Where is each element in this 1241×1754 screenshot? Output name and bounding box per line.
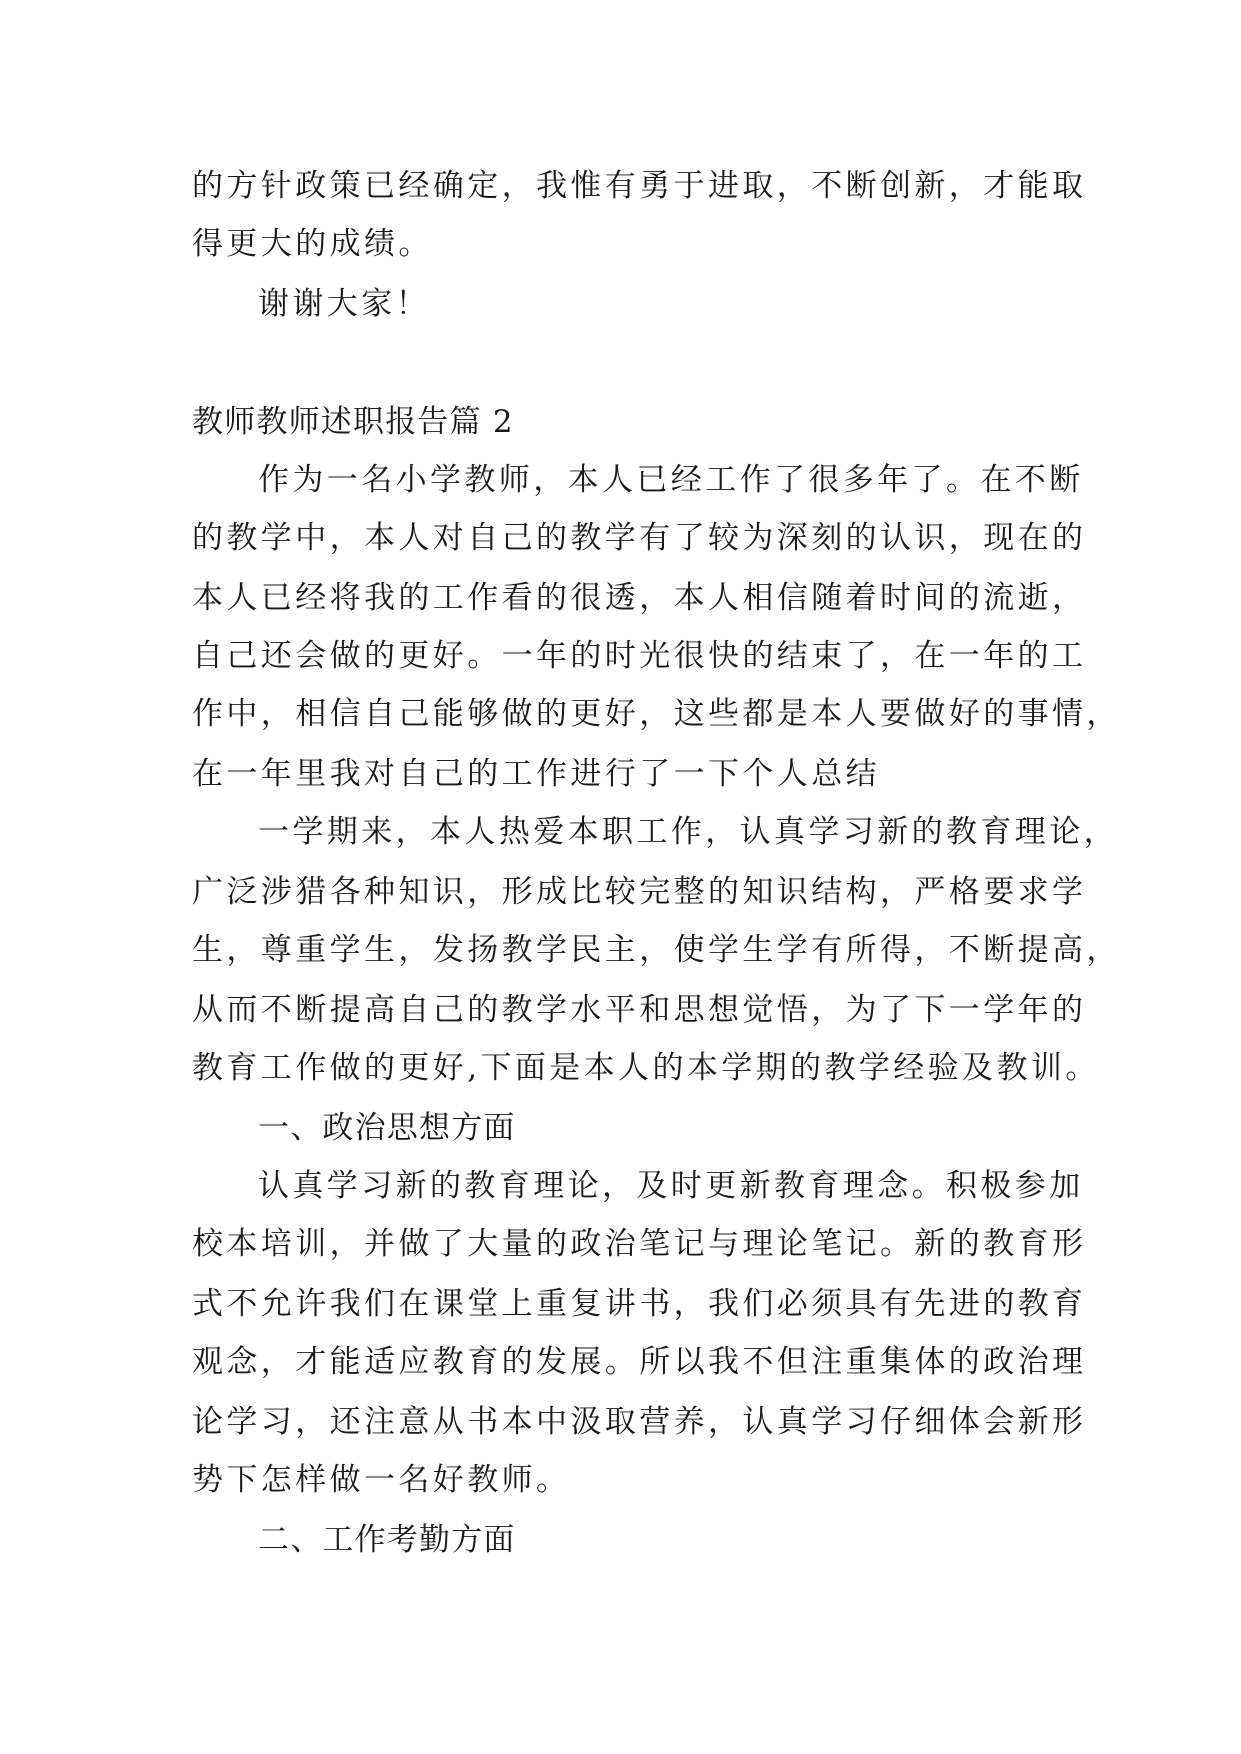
closing-thanks: 谢谢大家！ (258, 286, 430, 322)
text-line: 校本培训，并做了大量的政治笔记与理论笔记。新的教育形 (192, 1226, 1087, 1262)
text-line: 教育工作做的更好,下面是本人的本学期的教学经验及教训。 (192, 1050, 1100, 1086)
text-line: 从而不断提高自己的教学水平和思想觉悟，为了下一学年的 (192, 992, 1087, 1028)
text-line: 广泛涉猎各种知识，形成比较完整的知识结构，严格要求学 (192, 874, 1087, 910)
text-line: 得更大的成绩。 (192, 226, 433, 262)
subheading-political: 一、政治思想方面 (258, 1110, 516, 1146)
text-line: 观念，才能适应教育的发展。所以我不但注重集体的政治理 (192, 1344, 1087, 1380)
text-line: 认真学习新的教育理论，及时更新教育理念。积极参加 (258, 1168, 1084, 1204)
text-line: 本人已经将我的工作看的很透，本人相信随着时间的流逝， (192, 580, 1087, 616)
text-line: 在一年里我对自己的工作进行了一下个人总结 (192, 756, 880, 792)
text-line: 自己还会做的更好。一年的时光很快的结束了，在一年的工 (192, 638, 1087, 674)
text-line: 的方针政策已经确定，我惟有勇于进取，不断创新，才能取 (192, 168, 1087, 204)
section-title: 教师教师述职报告篇 2 (192, 404, 514, 440)
text-line: 作为一名小学教师，本人已经工作了很多年了。在不断 (258, 462, 1084, 498)
text-line: 势下怎样做一名好教师。 (192, 1462, 571, 1498)
text-line: 式不允许我们在课堂上重复讲书，我们必须具有先进的教育 (192, 1286, 1087, 1322)
text-line: 生，尊重学生，发扬教学民主，使学生学有所得，不断提高， (192, 932, 1121, 968)
text-line: 作中，相信自己能够做的更好，这些都是本人要做好的事情， (192, 696, 1121, 732)
text-line: 的教学中，本人对自己的教学有了较为深刻的认识，现在的 (192, 520, 1087, 556)
text-line: 论学习，还注意从书本中汲取营养，认真学习仔细体会新形 (192, 1404, 1087, 1440)
subheading-attendance: 二、工作考勤方面 (258, 1522, 516, 1558)
text-line: 一学期来，本人热爱本职工作，认真学习新的教育理论， (258, 814, 1118, 850)
